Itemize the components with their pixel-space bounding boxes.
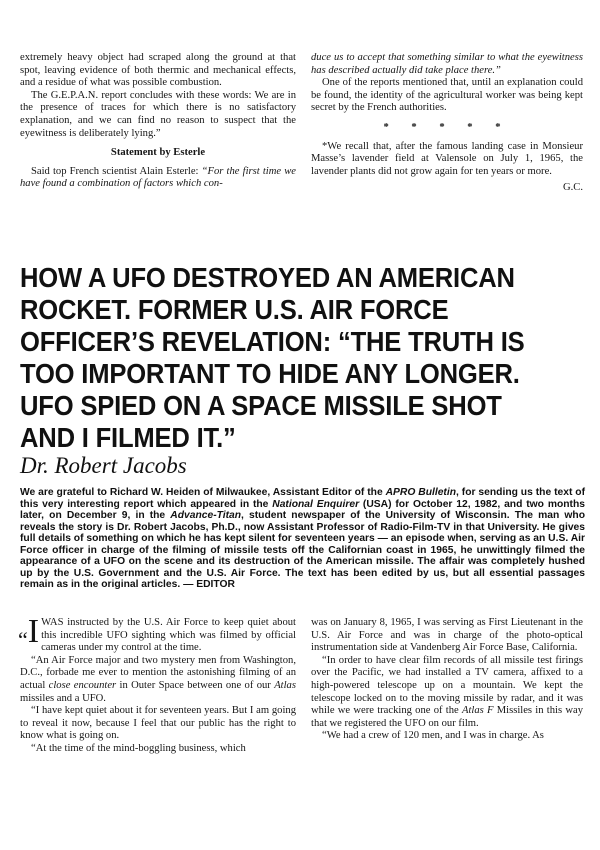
paragraph: “I WAS instructed by the U.S. Air Force to keep quiet about this incredible UFO sighting which was filmed by official cameras under my control at the time.	[18, 613, 296, 654]
subheading: Statement by Esterle	[110, 147, 206, 159]
bottom-right-column	[311, 617, 583, 743]
paragraph: Said top French scientist Alain Esterle: “For the first time we have found a combination of factors which con-	[20, 165, 296, 190]
headline-line: UFO SPIED ON A SPACE MISSILE SHOT	[20, 390, 502, 421]
paragraph: “At the time of the mind-boggling business, which	[31, 742, 246, 754]
top-left-column	[20, 52, 296, 191]
paragraph: “In order to have clear film records of all missile test firings over the Pacific, we had installed a TV camera, affixed to a high-powered telescope up on a mountain. We kept the telescope locked on to the moving missile by radar, and it was while we were tracking one of the Atlas F Missiles in this way that we registered the UFO on our film.	[311, 654, 583, 729]
signature: G.C.	[562, 182, 583, 194]
paragraph: was on January 8, 1965, I was serving as First Lieutenant in the U.S. Air Force and was in charge of the photo-optical instrumentation side at Vandenberg Air Force Base, California.	[311, 617, 583, 654]
bottom-left-column	[18, 613, 296, 756]
paragraph: The G.E.P.A.N. report concludes with these words: We are in the presence of traces for which there is no satisfactory explanation, and we can find no reason to suspect that the eyewitness is deliberately lying.”	[20, 89, 296, 139]
paragraph: “An Air Force major and two mystery men from Washington, D.C., forbade me ever to mention the astonishing filming of an actual close encounter in Outer Space between one of our Atlas missiles and a UFO.	[20, 654, 296, 704]
editor-intro: We are grateful to Richard W. Heiden of Milwaukee, Assistant Editor of the APRO Bulletin, for sending us the text of this very interesting report which appeared in the National Enquirer (USA) for October 12, 1982, and two months later, on December 9, in the Advance-Titan, student newspaper of the University of Wisconsin. The man who reveals the story is Dr. Robert Jacobs, Ph.D., now Assistant Professor of Radio-Film-TV in that University. He gives full details of something on which he has kept silent for seventeen years — an episode when, serving as an U.S. Air Force officer in charge of the filming of missile tests off the Californian coast in 1965, he unwittingly filmed the appearance of a UFO on the scene and its destruction of the American missile. The affair was completely hushed up by the U.S. Government and the U.S. Air Force. The text has been edited by us, but all essential passages remain as in the original articles. — EDITOR	[20, 487, 586, 590]
paragraph: duce us to accept that something similar to what the eyewitness has described actually did take place there.”	[311, 52, 583, 76]
paragraph: One of the reports mentioned that, until an explanation could be found, the identity of the agricultural worker was being kept secret by the French authorities.	[311, 77, 583, 114]
headline-line: ROCKET. FORMER U.S. AIR FORCE	[20, 294, 449, 325]
paragraph: “We had a crew of 120 men, and I was in charge. As	[322, 730, 544, 742]
headline-line: OFFICER’S REVELATION: “THE TRUTH IS	[20, 326, 525, 357]
top-right-column	[311, 52, 583, 195]
section-divider: * * * * *	[383, 121, 511, 133]
headline-line: AND I FILMED IT.”	[20, 422, 236, 453]
drop-cap: “I	[18, 613, 40, 652]
headline	[20, 262, 545, 454]
footnote: *We recall that, after the famous landing case in Monsieur Masse’s lavender field at Valensole on July 1, 1965, the lavender plants did not grow again for ten years or more.	[311, 140, 583, 177]
paragraph: extremely heavy object had scraped along the ground at that spot, leaving evidence of both thermic and mechanical effects, and a residue of what was possible combustion.	[20, 52, 296, 89]
paragraph: “I have kept quiet about it for seventeen years. But I am going to reveal it now, because I feel that our public has the right to know what is going on.	[20, 705, 296, 742]
headline-line: HOW A UFO DESTROYED AN AMERICAN	[20, 262, 515, 293]
headline-line: TOO IMPORTANT TO HIDE ANY LONGER.	[20, 358, 520, 389]
byline: Dr. Robert Jacobs	[20, 453, 187, 478]
